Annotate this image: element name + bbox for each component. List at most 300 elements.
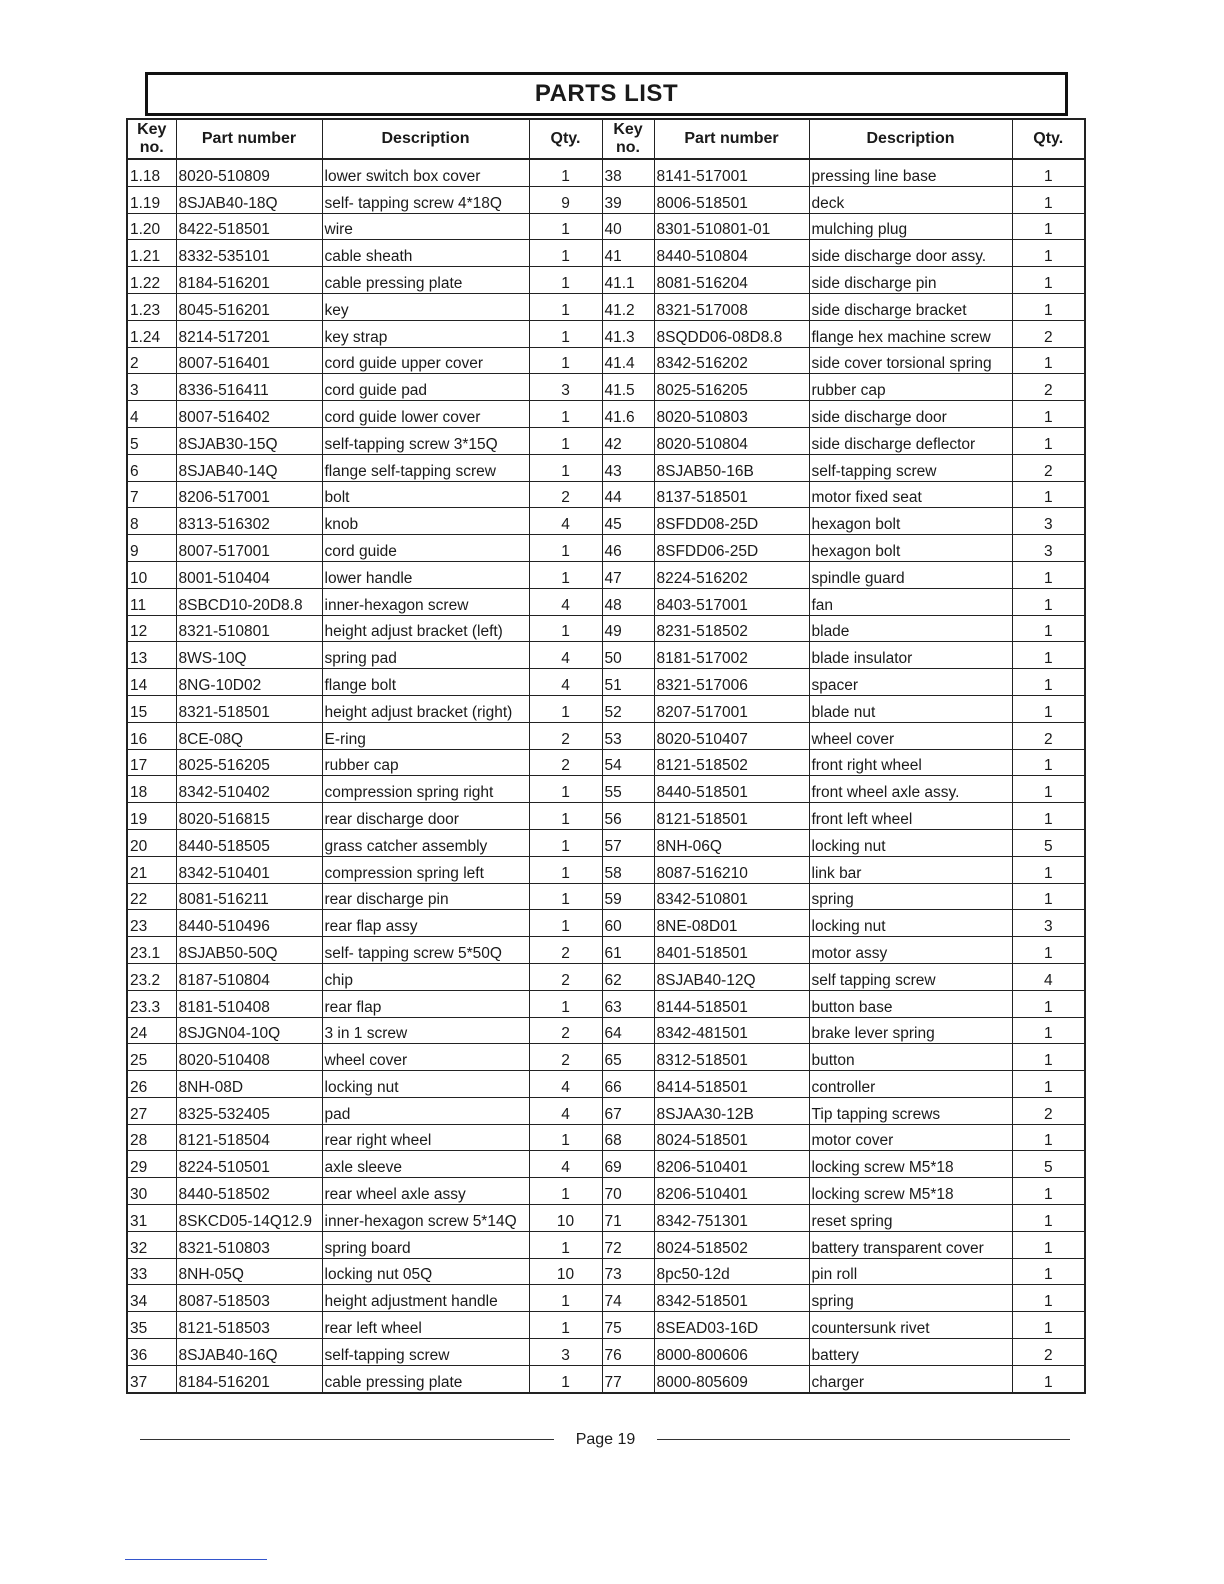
right-qty-cell: 1	[1012, 749, 1085, 776]
right-part-number-cell: 8342-481501	[654, 1017, 809, 1044]
right-part-number-cell: 8NE-08D01	[654, 910, 809, 937]
right-part-number-cell: 8342-510801	[654, 883, 809, 910]
table-row	[127, 508, 1085, 535]
left-qty-cell: 10	[529, 1205, 602, 1232]
left-qty-cell: 4	[529, 588, 602, 615]
left-qty-cell: 2	[529, 749, 602, 776]
left-qty-cell: 4	[529, 669, 602, 696]
left-part-number-cell: 8187-510804	[176, 963, 322, 990]
left-part-number-cell: 8SKCD05-14Q12.9	[176, 1205, 322, 1232]
right-description-cell: spring	[809, 883, 1012, 910]
right-qty-cell: 2	[1012, 1097, 1085, 1124]
header-description-right: Description	[809, 119, 1012, 159]
right-qty-cell: 1	[1012, 883, 1085, 910]
left-part-number-cell: 8045-516201	[176, 293, 322, 320]
right-qty-cell: 1	[1012, 561, 1085, 588]
left-key-cell: 30	[127, 1178, 176, 1205]
left-description-cell: grass catcher assembly	[322, 829, 529, 856]
page-number: Page 19	[575, 1431, 636, 1448]
table-row	[127, 695, 1085, 722]
left-part-number-cell: 8181-510408	[176, 990, 322, 1017]
right-qty-cell: 1	[1012, 159, 1085, 186]
left-part-number-cell: 8342-510401	[176, 856, 322, 883]
right-qty-cell: 1	[1012, 1178, 1085, 1205]
table-row	[127, 883, 1085, 910]
right-description-cell: motor assy	[809, 937, 1012, 964]
left-key-cell: 1.20	[127, 213, 176, 240]
left-key-cell: 20	[127, 829, 176, 856]
right-part-number-cell: 8231-518502	[654, 615, 809, 642]
right-description-cell: spacer	[809, 669, 1012, 696]
right-description-cell: pin roll	[809, 1258, 1012, 1285]
right-description-cell: hexagon bolt	[809, 508, 1012, 535]
left-qty-cell: 1	[529, 213, 602, 240]
left-key-cell: 17	[127, 749, 176, 776]
right-description-cell: spindle guard	[809, 561, 1012, 588]
left-part-number-cell: 8NH-05Q	[176, 1258, 322, 1285]
right-part-number-cell: 8SJAB40-12Q	[654, 963, 809, 990]
right-description-cell: wheel cover	[809, 722, 1012, 749]
table-row	[127, 1231, 1085, 1258]
right-description-cell: motor cover	[809, 1124, 1012, 1151]
right-key-cell: 58	[602, 856, 654, 883]
left-part-number-cell: 8121-518503	[176, 1312, 322, 1339]
left-part-number-cell: 8SJAB40-16Q	[176, 1339, 322, 1366]
left-qty-cell: 4	[529, 642, 602, 669]
left-description-cell: E-ring	[322, 722, 529, 749]
right-qty-cell: 3	[1012, 508, 1085, 535]
left-key-cell: 1.21	[127, 240, 176, 267]
right-key-cell: 59	[602, 883, 654, 910]
left-description-cell: cable pressing plate	[322, 267, 529, 294]
left-description-cell: knob	[322, 508, 529, 535]
left-qty-cell: 2	[529, 937, 602, 964]
right-description-cell: brake lever spring	[809, 1017, 1012, 1044]
right-description-cell: mulching plug	[809, 213, 1012, 240]
right-part-number-cell: 8401-518501	[654, 937, 809, 964]
left-part-number-cell: 8422-518501	[176, 213, 322, 240]
right-part-number-cell: 8pc50-12d	[654, 1258, 809, 1285]
left-qty-cell: 4	[529, 1097, 602, 1124]
left-description-cell: cord guide upper cover	[322, 347, 529, 374]
left-qty-cell: 1	[529, 1365, 602, 1392]
right-qty-cell: 1	[1012, 642, 1085, 669]
left-qty-cell: 1	[529, 561, 602, 588]
right-description-cell: side cover torsional spring	[809, 347, 1012, 374]
table-row	[127, 374, 1085, 401]
table-row	[127, 749, 1085, 776]
right-qty-cell: 1	[1012, 695, 1085, 722]
left-part-number-cell: 8121-518504	[176, 1124, 322, 1151]
left-qty-cell: 1	[529, 401, 602, 428]
right-part-number-cell: 8144-518501	[654, 990, 809, 1017]
table-row	[127, 1017, 1085, 1044]
left-qty-cell: 1	[529, 1285, 602, 1312]
left-part-number-cell: 8440-518505	[176, 829, 322, 856]
left-part-number-cell: 8007-516401	[176, 347, 322, 374]
left-qty-cell: 1	[529, 1231, 602, 1258]
header-part-number-right: Part number	[654, 119, 809, 159]
right-key-cell: 54	[602, 749, 654, 776]
left-part-number-cell: 8SBCD10-20D8.8	[176, 588, 322, 615]
right-part-number-cell: 8081-516204	[654, 267, 809, 294]
right-part-number-cell: 8020-510803	[654, 401, 809, 428]
right-part-number-cell: 8020-510407	[654, 722, 809, 749]
left-key-cell: 2	[127, 347, 176, 374]
right-qty-cell: 1	[1012, 776, 1085, 803]
table-row	[127, 1205, 1085, 1232]
left-qty-cell: 1	[529, 1312, 602, 1339]
left-description-cell: locking nut 05Q	[322, 1258, 529, 1285]
left-key-cell: 23.1	[127, 937, 176, 964]
right-qty-cell: 1	[1012, 240, 1085, 267]
left-key-cell: 19	[127, 803, 176, 830]
right-part-number-cell: 8206-510401	[654, 1178, 809, 1205]
table-row	[127, 561, 1085, 588]
header-part-number-left: Part number	[176, 119, 322, 159]
right-qty-cell: 4	[1012, 963, 1085, 990]
table-row	[127, 1339, 1085, 1366]
table-row	[127, 267, 1085, 294]
right-key-cell: 66	[602, 1071, 654, 1098]
left-description-cell: rear flap assy	[322, 910, 529, 937]
left-description-cell: compression spring right	[322, 776, 529, 803]
left-key-cell: 34	[127, 1285, 176, 1312]
left-qty-cell: 3	[529, 1339, 602, 1366]
table-row	[127, 1312, 1085, 1339]
right-key-cell: 46	[602, 535, 654, 562]
bottom-underline	[125, 1559, 267, 1560]
right-description-cell: side discharge bracket	[809, 293, 1012, 320]
left-part-number-cell: 8007-517001	[176, 535, 322, 562]
right-key-cell: 49	[602, 615, 654, 642]
right-description-cell: button	[809, 1044, 1012, 1071]
right-key-cell: 42	[602, 427, 654, 454]
left-key-cell: 14	[127, 669, 176, 696]
left-key-cell: 23.3	[127, 990, 176, 1017]
right-qty-cell: 1	[1012, 856, 1085, 883]
left-part-number-cell: 8440-510496	[176, 910, 322, 937]
right-part-number-cell: 8207-517001	[654, 695, 809, 722]
left-description-cell: pad	[322, 1097, 529, 1124]
left-qty-cell: 1	[529, 695, 602, 722]
right-qty-cell: 1	[1012, 293, 1085, 320]
table-row	[127, 1151, 1085, 1178]
table-row	[127, 427, 1085, 454]
right-description-cell: self tapping screw	[809, 963, 1012, 990]
header-qty-left: Qty.	[529, 119, 602, 159]
table-row	[127, 1178, 1085, 1205]
table-row	[127, 856, 1085, 883]
right-description-cell: blade insulator	[809, 642, 1012, 669]
table-row	[127, 669, 1085, 696]
right-description-cell: blade nut	[809, 695, 1012, 722]
left-key-cell: 6	[127, 454, 176, 481]
right-part-number-cell: 8000-800606	[654, 1339, 809, 1366]
left-qty-cell: 2	[529, 481, 602, 508]
right-part-number-cell: 8137-518501	[654, 481, 809, 508]
right-part-number-cell: 8414-518501	[654, 1071, 809, 1098]
left-qty-cell: 1	[529, 1124, 602, 1151]
left-key-cell: 25	[127, 1044, 176, 1071]
right-description-cell: controller	[809, 1071, 1012, 1098]
right-part-number-cell: 8121-518502	[654, 749, 809, 776]
left-part-number-cell: 8081-516211	[176, 883, 322, 910]
right-part-number-cell: 8NH-06Q	[654, 829, 809, 856]
left-key-cell: 1.23	[127, 293, 176, 320]
right-part-number-cell: 8440-518501	[654, 776, 809, 803]
left-key-cell: 16	[127, 722, 176, 749]
right-part-number-cell: 8020-510804	[654, 427, 809, 454]
left-key-cell: 1.18	[127, 159, 176, 186]
left-key-cell: 5	[127, 427, 176, 454]
left-description-cell: cord guide lower cover	[322, 401, 529, 428]
table-row	[127, 240, 1085, 267]
left-description-cell: self- tapping screw 4*18Q	[322, 186, 529, 213]
right-qty-cell: 1	[1012, 1258, 1085, 1285]
right-qty-cell: 1	[1012, 1044, 1085, 1071]
right-part-number-cell: 8342-516202	[654, 347, 809, 374]
right-description-cell: reset spring	[809, 1205, 1012, 1232]
right-part-number-cell: 8141-517001	[654, 159, 809, 186]
left-key-cell: 1.22	[127, 267, 176, 294]
header-qty-right: Qty.	[1012, 119, 1085, 159]
right-description-cell: button base	[809, 990, 1012, 1017]
left-key-cell: 31	[127, 1205, 176, 1232]
right-description-cell: locking nut	[809, 829, 1012, 856]
left-description-cell: rear wheel axle assy	[322, 1178, 529, 1205]
right-key-cell: 75	[602, 1312, 654, 1339]
table-row	[127, 1124, 1085, 1151]
left-part-number-cell: 8313-516302	[176, 508, 322, 535]
right-part-number-cell: 8SJAA30-12B	[654, 1097, 809, 1124]
right-part-number-cell: 8312-518501	[654, 1044, 809, 1071]
right-key-cell: 76	[602, 1339, 654, 1366]
right-key-cell: 50	[602, 642, 654, 669]
right-qty-cell: 2	[1012, 320, 1085, 347]
left-description-cell: height adjust bracket (right)	[322, 695, 529, 722]
left-part-number-cell: 8020-510809	[176, 159, 322, 186]
right-part-number-cell: 8440-510804	[654, 240, 809, 267]
right-qty-cell: 1	[1012, 213, 1085, 240]
right-key-cell: 47	[602, 561, 654, 588]
left-part-number-cell: 8332-535101	[176, 240, 322, 267]
right-key-cell: 57	[602, 829, 654, 856]
table-row	[127, 213, 1085, 240]
left-part-number-cell: 8CE-08Q	[176, 722, 322, 749]
left-description-cell: bolt	[322, 481, 529, 508]
right-description-cell: spring	[809, 1285, 1012, 1312]
right-description-cell: self-tapping screw	[809, 454, 1012, 481]
left-part-number-cell: 8NG-10D02	[176, 669, 322, 696]
right-part-number-cell: 8342-751301	[654, 1205, 809, 1232]
right-key-cell: 71	[602, 1205, 654, 1232]
left-key-cell: 28	[127, 1124, 176, 1151]
left-qty-cell: 1	[529, 267, 602, 294]
right-qty-cell: 1	[1012, 401, 1085, 428]
right-qty-cell: 1	[1012, 588, 1085, 615]
left-description-cell: rear discharge door	[322, 803, 529, 830]
right-description-cell: front left wheel	[809, 803, 1012, 830]
left-key-cell: 29	[127, 1151, 176, 1178]
footer-rule-right	[657, 1439, 1070, 1440]
left-key-cell: 1.24	[127, 320, 176, 347]
table-row	[127, 1097, 1085, 1124]
left-qty-cell: 4	[529, 1071, 602, 1098]
left-key-cell: 23	[127, 910, 176, 937]
right-description-cell: locking nut	[809, 910, 1012, 937]
left-part-number-cell: 8007-516402	[176, 401, 322, 428]
right-key-cell: 51	[602, 669, 654, 696]
left-key-cell: 35	[127, 1312, 176, 1339]
left-part-number-cell: 8325-532405	[176, 1097, 322, 1124]
left-description-cell: key strap	[322, 320, 529, 347]
right-description-cell: side discharge pin	[809, 267, 1012, 294]
left-description-cell: inner-hexagon screw 5*14Q	[322, 1205, 529, 1232]
left-qty-cell: 1	[529, 883, 602, 910]
left-description-cell: spring board	[322, 1231, 529, 1258]
right-description-cell: charger	[809, 1365, 1012, 1392]
parts-table	[126, 118, 1086, 1394]
left-qty-cell: 1	[529, 427, 602, 454]
header-description-left: Description	[322, 119, 529, 159]
right-part-number-cell: 8301-510801-01	[654, 213, 809, 240]
table-row	[127, 1285, 1085, 1312]
right-description-cell: side discharge door assy.	[809, 240, 1012, 267]
right-key-cell: 64	[602, 1017, 654, 1044]
right-description-cell: battery transparent cover	[809, 1231, 1012, 1258]
right-part-number-cell: 8024-518502	[654, 1231, 809, 1258]
right-key-cell: 44	[602, 481, 654, 508]
table-row	[127, 776, 1085, 803]
table-row	[127, 910, 1085, 937]
left-part-number-cell: 8184-516201	[176, 267, 322, 294]
parts-table-body	[127, 159, 1085, 1393]
left-part-number-cell: 8WS-10Q	[176, 642, 322, 669]
table-row	[127, 1365, 1085, 1392]
right-description-cell: battery	[809, 1339, 1012, 1366]
right-key-cell: 68	[602, 1124, 654, 1151]
table-row	[127, 615, 1085, 642]
right-qty-cell: 1	[1012, 1205, 1085, 1232]
right-key-cell: 67	[602, 1097, 654, 1124]
right-qty-cell: 1	[1012, 1017, 1085, 1044]
header-key-left: Key no.	[127, 119, 176, 159]
right-qty-cell: 1	[1012, 990, 1085, 1017]
table-row	[127, 588, 1085, 615]
table-row	[127, 186, 1085, 213]
left-description-cell: wire	[322, 213, 529, 240]
left-description-cell: locking nut	[322, 1071, 529, 1098]
left-part-number-cell: 8336-516411	[176, 374, 322, 401]
table-header-row	[127, 119, 1085, 159]
table-row	[127, 454, 1085, 481]
left-qty-cell: 1	[529, 347, 602, 374]
left-key-cell: 22	[127, 883, 176, 910]
left-key-cell: 24	[127, 1017, 176, 1044]
left-key-cell: 36	[127, 1339, 176, 1366]
right-description-cell: flange hex machine screw	[809, 320, 1012, 347]
left-part-number-cell: 8321-510803	[176, 1231, 322, 1258]
table-row	[127, 535, 1085, 562]
left-part-number-cell: 8025-516205	[176, 749, 322, 776]
right-description-cell: pressing line base	[809, 159, 1012, 186]
header-key-right: Key no.	[602, 119, 654, 159]
right-part-number-cell: 8025-516205	[654, 374, 809, 401]
left-description-cell: axle sleeve	[322, 1151, 529, 1178]
right-description-cell: front right wheel	[809, 749, 1012, 776]
left-key-cell: 1.19	[127, 186, 176, 213]
right-key-cell: 40	[602, 213, 654, 240]
right-part-number-cell: 8321-517008	[654, 293, 809, 320]
right-part-number-cell: 8224-516202	[654, 561, 809, 588]
right-qty-cell: 2	[1012, 374, 1085, 401]
right-qty-cell: 1	[1012, 427, 1085, 454]
left-qty-cell: 4	[529, 1151, 602, 1178]
right-description-cell: locking screw M5*18	[809, 1151, 1012, 1178]
left-part-number-cell: 8440-518502	[176, 1178, 322, 1205]
right-qty-cell: 1	[1012, 1365, 1085, 1392]
left-description-cell: flange self-tapping screw	[322, 454, 529, 481]
left-key-cell: 32	[127, 1231, 176, 1258]
left-description-cell: cable pressing plate	[322, 1365, 529, 1392]
table-row	[127, 937, 1085, 964]
right-description-cell: motor fixed seat	[809, 481, 1012, 508]
left-qty-cell: 9	[529, 186, 602, 213]
right-qty-cell: 1	[1012, 347, 1085, 374]
left-description-cell: self-tapping screw	[322, 1339, 529, 1366]
table-row	[127, 401, 1085, 428]
right-key-cell: 55	[602, 776, 654, 803]
left-qty-cell: 1	[529, 454, 602, 481]
right-qty-cell: 1	[1012, 186, 1085, 213]
right-qty-cell: 3	[1012, 910, 1085, 937]
right-key-cell: 72	[602, 1231, 654, 1258]
left-qty-cell: 1	[529, 856, 602, 883]
left-qty-cell: 2	[529, 722, 602, 749]
left-description-cell: wheel cover	[322, 1044, 529, 1071]
right-part-number-cell: 8121-518501	[654, 803, 809, 830]
table-row	[127, 1258, 1085, 1285]
right-part-number-cell: 8181-517002	[654, 642, 809, 669]
left-qty-cell: 2	[529, 963, 602, 990]
right-part-number-cell: 8403-517001	[654, 588, 809, 615]
left-key-cell: 23.2	[127, 963, 176, 990]
right-qty-cell: 1	[1012, 803, 1085, 830]
right-description-cell: locking screw M5*18	[809, 1178, 1012, 1205]
table-row	[127, 990, 1085, 1017]
left-description-cell: rear discharge pin	[322, 883, 529, 910]
right-part-number-cell: 8SJAB50-16B	[654, 454, 809, 481]
right-key-cell: 63	[602, 990, 654, 1017]
right-description-cell: deck	[809, 186, 1012, 213]
right-key-cell: 41.6	[602, 401, 654, 428]
right-key-cell: 41.1	[602, 267, 654, 294]
left-part-number-cell: 8SJAB40-14Q	[176, 454, 322, 481]
left-description-cell: 3 in 1 screw	[322, 1017, 529, 1044]
table-row	[127, 722, 1085, 749]
left-part-number-cell: 8SJAB50-50Q	[176, 937, 322, 964]
left-description-cell: self- tapping screw 5*50Q	[322, 937, 529, 964]
right-qty-cell: 2	[1012, 1339, 1085, 1366]
left-key-cell: 13	[127, 642, 176, 669]
right-qty-cell: 1	[1012, 1312, 1085, 1339]
right-key-cell: 70	[602, 1178, 654, 1205]
right-description-cell: countersunk rivet	[809, 1312, 1012, 1339]
right-part-number-cell: 8SQDD06-08D8.8	[654, 320, 809, 347]
footer-rule-left	[140, 1439, 554, 1440]
right-description-cell: link bar	[809, 856, 1012, 883]
